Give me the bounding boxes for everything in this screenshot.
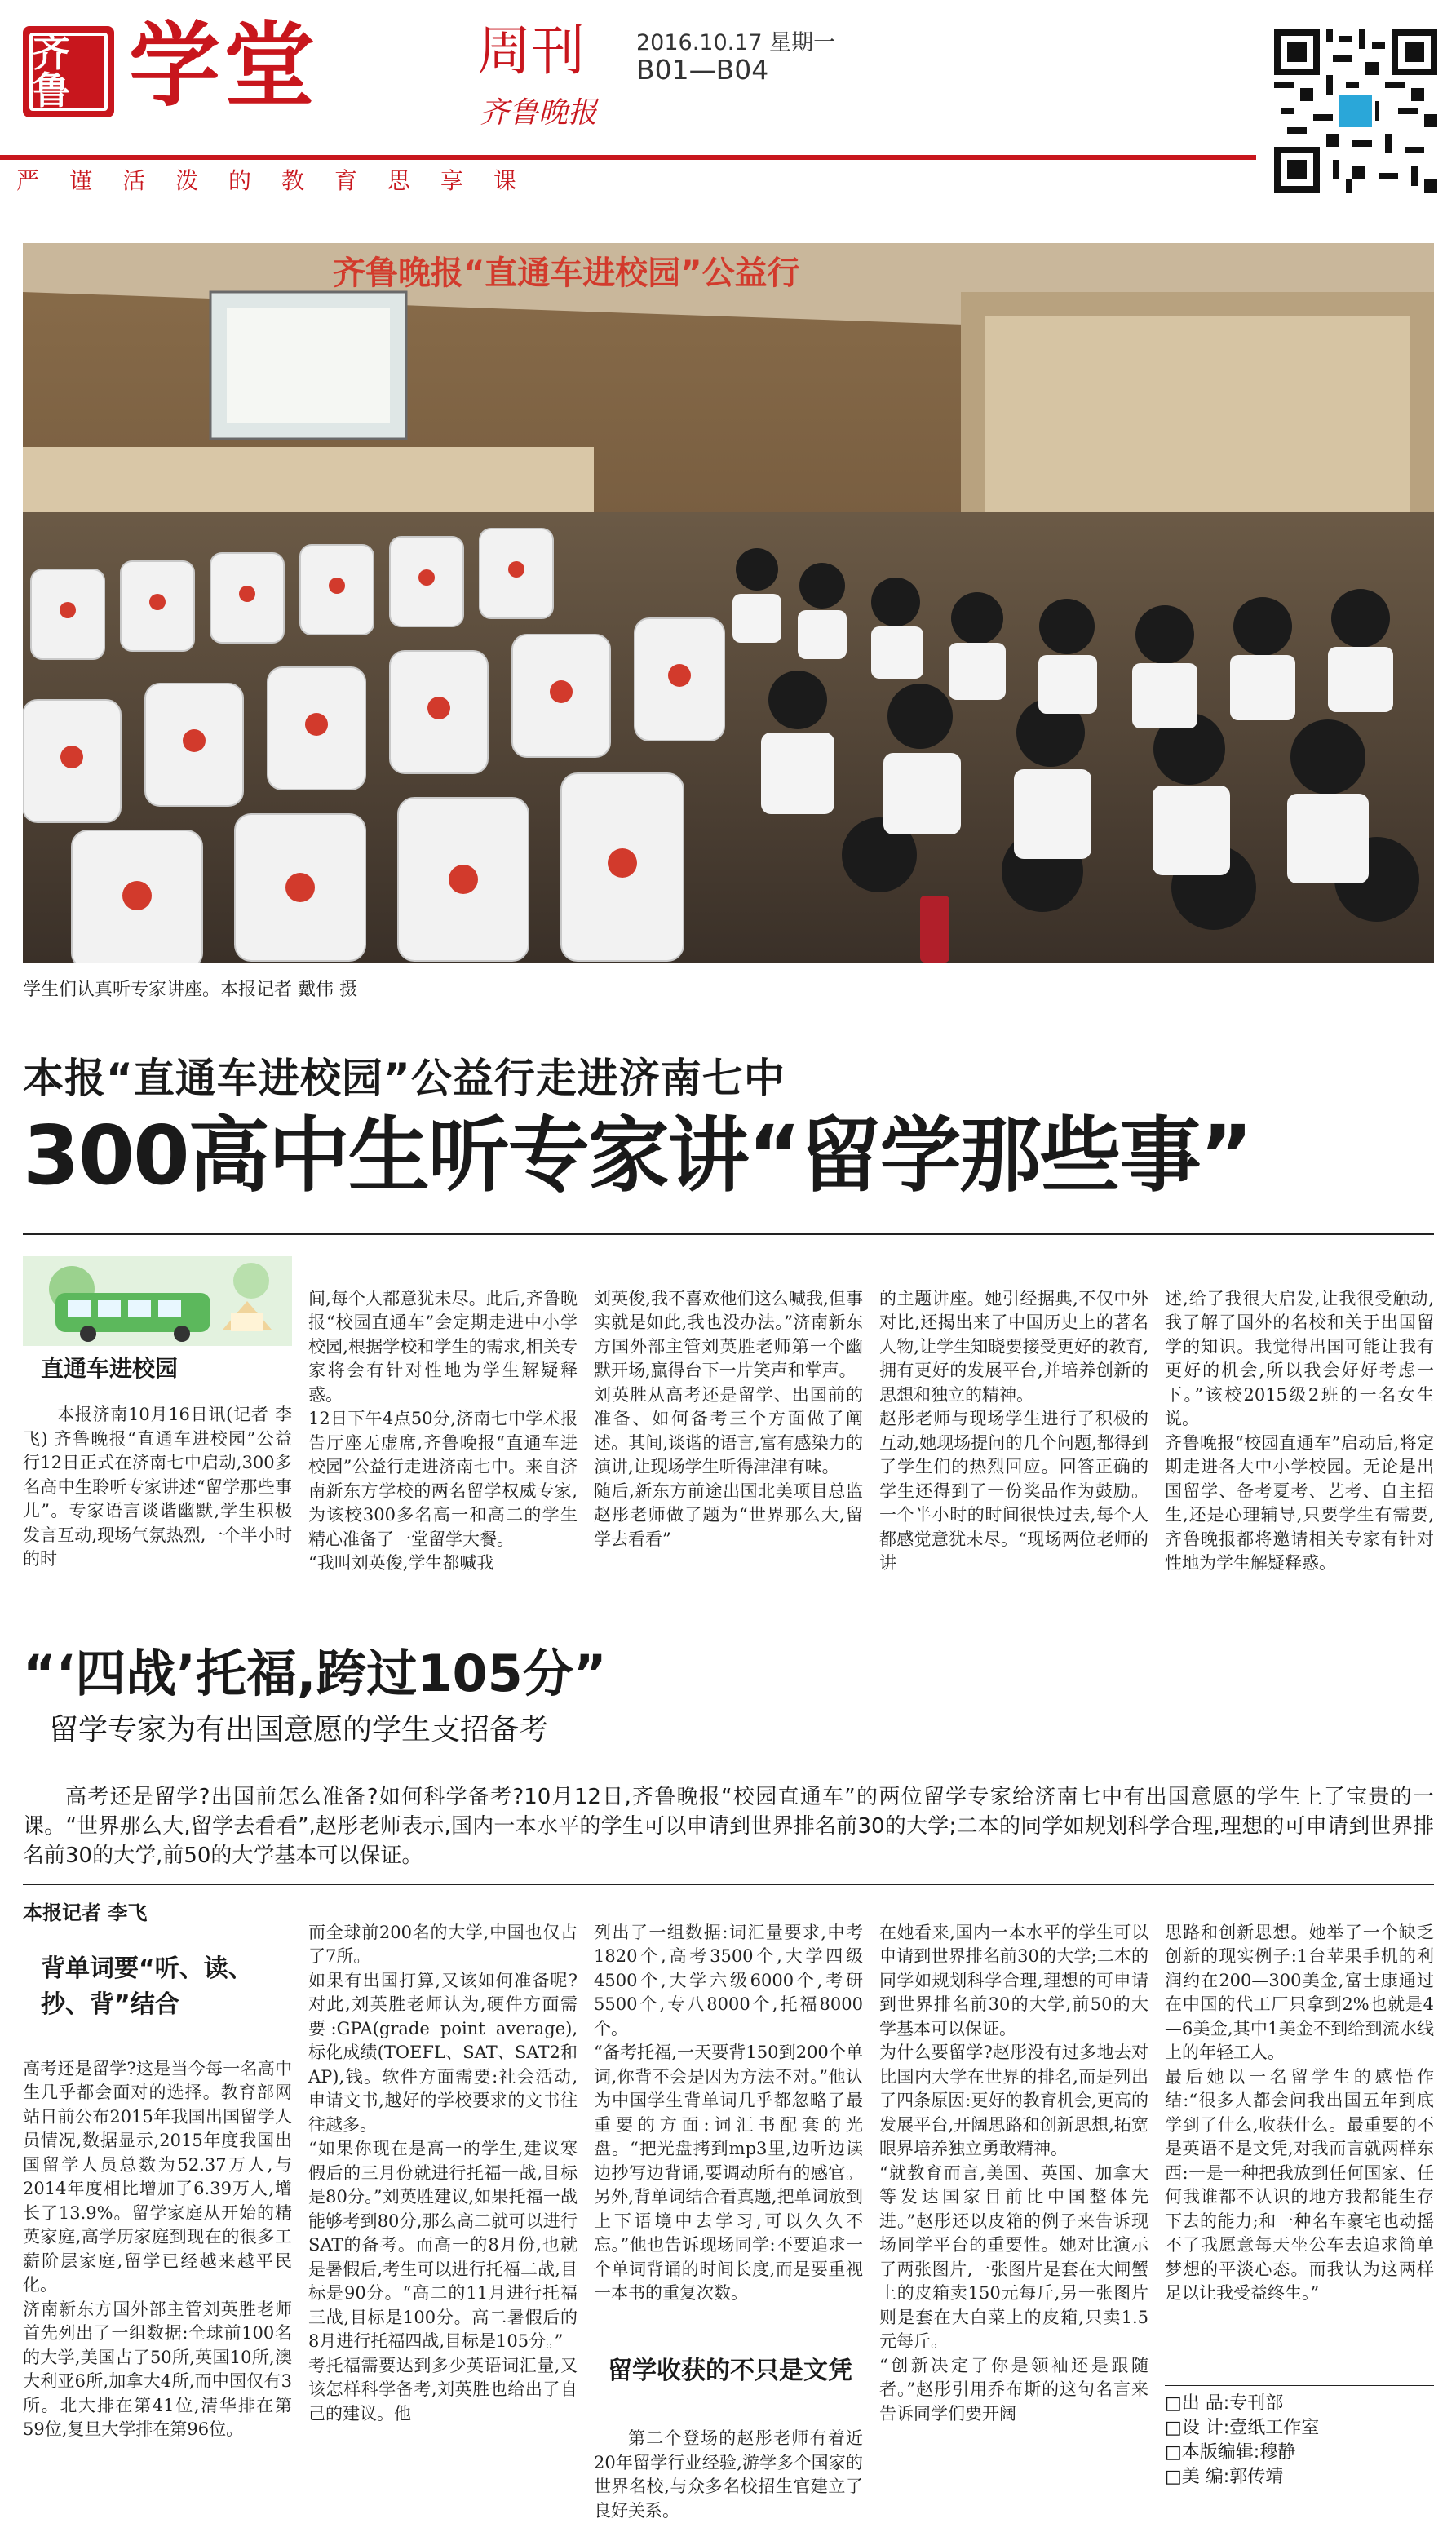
seal-text: 齐鲁 <box>29 33 108 111</box>
newspaper-seal-logo <box>23 26 114 117</box>
story1-column-5 <box>1165 1263 1434 1600</box>
story2-col2-text: 而全球前200名的大学,中国也仅占了7所。 如果有出国打算,又该如何准备呢?对此,刘英胜老师认为,硬件方面需要:GPA(grade point average),标化成绩(TOEFL、SAT、SAT2和AP),钱。软件方面需要:社会活动,申请文书,越好的学校要求的文书往往越多。 “如果你现在是高一的学生,建议寒假后的三月份就进行托福一战,目标是80分。”刘英胜建议,如果托福一战能够考到80分,那么高二就可以进行SAT的备考。而高一的8月份,也就是暑假后,考生可以进行托福二战,目标是90分。“高二的11月进行托福三战,目标是100分。高二暑假后的8月进行托福四战,目标是105分。” 考托福需要达到多少英语词汇量,又该怎样科学备考,刘英胜也给出了自己的建议。他 <box>308 1922 578 2423</box>
story2-column-3b <box>594 2427 863 2523</box>
credits-rule <box>1165 2385 1434 2386</box>
story1-top-rule <box>23 1233 1434 1235</box>
credit-value: 穆静 <box>1259 2442 1296 2463</box>
story1-column-2 <box>308 1263 578 1600</box>
story2-column-5 <box>1165 1897 1434 2330</box>
bus-illustration <box>23 1256 292 1346</box>
credit-label: 设 计: <box>1181 2418 1230 2438</box>
story2-col5-text: 思路和创新思想。她举了一个缺乏创新的现实例子:1台苹果手机的利润约在200—300美金,富士康通过在中国的代工厂只拿到2%也就是4—6美金,其中1美金不到给到流水线上的年轻工人。 最后她以一名留学生的感悟作结:“很多人都会问我出国五年到底学到了什么,收获什么。最重要的不是英语不是文凭,对我而言就两样东西:一是一种把我放到任何国家、任何我谁都不认识的地方我都能生存下去的能力;和一种名车豪宅也动摇不了我愿意每天坐公车去追求简单梦想的平淡心态。而我认为这两样足以让我受益终生。” <box>1165 1922 1434 2303</box>
credit-value: 壹纸工作室 <box>1229 2418 1320 2438</box>
credit-line: □设 计:壹纸工作室 <box>1165 2418 1320 2438</box>
story1-column-tag: 直通车进校园 <box>41 1355 179 1382</box>
story2-subhead: 留学专家为有出国意愿的学生支招备考 <box>49 1713 549 1746</box>
story2-column-3 <box>594 1897 863 2330</box>
credit-label: 出 品: <box>1181 2393 1230 2414</box>
story1-column-4 <box>879 1263 1148 1600</box>
qr-code-icon <box>1274 29 1437 193</box>
story2-col4-text: 在她看来,国内一本水平的学生可以申请到世界排名前30的大学;二本的同学如规划科学合理,理想的可申请到世界排名前30的大学,前50的大学基本可以保证。 为什么要留学?赵彤没有过多地去对比国内大学在世界的排名,而是列出了四条原因:更好的教育机会,更高的发展平台,开阔思路和创新思想,拓宽眼界培养独立勇敢精神。 “就教育而言,美国、英国、加拿大等发达国家目前比中国整体先进。”赵彤还以皮箱的例子来告诉现场同学平台的重要性。她对比演示了两张图片,一张图片是套在大闸蟹上的皮箱卖150元每斤,另一张图片则是套在大白菜上的皮箱,只卖1.5元每斤。 “创新决定了你是领袖还是跟随者。”赵彤引用乔布斯的这句名言来告诉同学们要开阔 <box>879 1922 1148 2423</box>
issue-date: 2016.10.17 星期一 <box>636 30 836 55</box>
credit-value: 专刊部 <box>1229 2393 1284 2414</box>
story2-rule <box>23 1884 1434 1885</box>
story1-headline: 300高中生听专家讲“留学那些事” <box>23 1108 1252 1203</box>
credit-value: 郭传靖 <box>1229 2467 1284 2487</box>
story2-byline: 本报记者 李飞 <box>23 1901 148 1924</box>
story2-col1-text: 高考还是留学?这是当今每一名高中生几乎都会面对的选择。教育部网站日前公布2015年我国出国留学人员情况,数据显示,2015年度我国出国留学人员总数为52.37万人,与2014年度相比增加了6.39万人,增长了13.9%。留学家庭从开始的精英家庭,高学历家庭到现在的很多工薪阶层家庭,留学已经越来越平民化。 济南新东方国外部主管刘英胜老师首先列出了一组数据:全球前100名的大学,美国占了50所,英国10所,澳大利亚6所,加拿大4所,而中国仅有3所。北大排在第41位,清华排在第59位,复旦大学排在第96位。 <box>23 2058 292 2439</box>
story1-kicker: 本报“直通车进校园”公益行走进济南七中 <box>23 1055 786 1102</box>
credit-label: 本版编辑: <box>1181 2442 1260 2463</box>
story1-col5-text: 述,给了我很大启发,让我很受触动,我了解了国外的名校和关于出国留学的知识。我觉得出国可能让我有更好的机会,所以我会好好考虑一下。”该校2015级2班的一名女生说。 齐鲁晚报“校园直通车”启动后,将定期走进各大中小学校园。无论是出国留学、备考夏考、艺考、自主招生,还是心理辅导,只要学生有需要,齐鲁晚报都将邀请相关专家有针对性地为学生解疑释惑。 <box>1165 1288 1434 1573</box>
credit-line: □出 品:专刊部 <box>1165 2393 1284 2414</box>
story1-col1-text: 本报济南10月16日讯(记者 李飞) 齐鲁晚报“直通车进校园”公益行12日正式在济南七中启动,300多名高中生聆听专家讲述“留学那些事儿”。专家语言谈谐幽默,学生积极发言互动,现场气氛热烈,一个半小时的时 <box>23 1405 292 1569</box>
story1-column-1 <box>23 1403 292 1572</box>
credit-line: □本版编辑:穆静 <box>1165 2442 1296 2463</box>
lecture-hall-photo <box>23 243 1434 963</box>
section-brand-title: 学堂 <box>129 13 318 119</box>
story1-col4-text: 的主题讲座。她引经据典,不仅中外对比,还揭出来了中国历史上的著名人物,让学生知晓要接受更好的教育,拥有更好的发展平台,并培养创新的思想和独立的精神。 赵彤老师与现场学生进行了积极的互动,她现场提问的几个问题,都得到了学生们的热烈回应。回答正确的学生还得到了一份奖品作为鼓励。一个半小时的时间很快过去,每个人都感觉意犹未尽。“现场两位老师的讲 <box>879 1288 1148 1573</box>
photo-banner-text: 齐鲁晚报“直通车进校园”公益行 <box>333 255 800 292</box>
story2-headline: “‘四战’托福,跨过105分” <box>23 1644 607 1703</box>
masthead-divider <box>0 155 1256 160</box>
story2-column-4 <box>879 1897 1148 2450</box>
photo-caption: 学生们认真听专家讲座。本报记者 戴伟 摄 <box>23 980 357 1000</box>
story2-col3-text: 列出了一组数据:词汇量要求,中考1820个,高考3500个,大学四级4500个,大学六级6000个,考研5500个,专八8000个,托福8000个。 “备考托福,一天要背150到200个单词,你背不会是因为方法不对。”他认为中国学生背单词几乎都忽略了最重要的方面:词汇书配套的光盘。“把光盘拷到mp3里,边听边读边抄写边背诵,要调动所有的感官。另外,背单词结合看真题,把单词放到上下语境中去学习,可以久久不忘。”他也告诉现场同学:不要追求一个单词背诵的时间长度,而是要重视一本书的重复次数。 <box>594 1922 863 2303</box>
story2-column-2 <box>308 1897 578 2450</box>
story2-col3b-text: 第二个登场的赵彤老师有着近20年留学行业经验,游学多个国家的世界名校,与众多名校招生官建立了良好关系。 <box>594 2428 863 2521</box>
story1-col3-text: 刘英俊,我不喜欢他们这么喊我,但事实就是如此,我也没办法。”济南新东方国外部主管刘英胜老师第一个幽默开场,赢得台下一片笑声和掌声。 刘英胜从高考还是留学、出国前的准备、如何备考三个方面做了阐述。其间,谈谐的语言,富有感染力的演讲,让现场学生听得津津有味。 随后,新东方前途出国北美项目总监赵彤老师做了题为“世界那么大,留学去看看” <box>594 1288 863 1549</box>
credit-line: □美 编:郭传靖 <box>1165 2467 1284 2487</box>
page-range: B01—B04 <box>636 54 769 86</box>
paper-name: 齐鲁晚报 <box>480 96 598 130</box>
page-credits <box>1165 2392 1434 2490</box>
masthead-slogan: 严谨活泼的教育思享课 <box>16 167 547 194</box>
story2-section-head-1: 背单词要“听、读、抄、背”结合 <box>41 1954 253 2019</box>
story2-section-head-2: 留学收获的不只是文凭 <box>608 2357 852 2385</box>
story2-lede <box>23 1782 1434 1870</box>
story1-col2-text: 间,每个人都意犹未尽。此后,齐鲁晚报“校园直通车”会定期走进中小学校园,根据学校和学生的需求,相关专家将会有针对性地为学生解疑释惑。 12日下午4点50分,济南七中学术报告厅座无虚席,齐鲁晚报“直通车进校园”公益行走进济南七中。来自济南新东方学校的两名留学权威专家,为该校300多名高一和高二的学生精心准备了一堂留学大餐。 “我叫刘英俊,学生都喊我 <box>308 1288 578 1573</box>
story2-column-1 <box>23 2033 292 2466</box>
credit-label: 美 编: <box>1181 2467 1230 2487</box>
story1-column-3 <box>594 1263 863 1576</box>
weekly-label: 周刊 <box>477 20 585 82</box>
story2-lede-text: 高考还是留学?出国前怎么准备?如何科学备考?10月12日,齐鲁晚报“校园直通车”的两位留学专家给济南七中有出国意愿的学生上了宝贵的一课。“世界那么大,留学去看看”,赵彤老师表示,国内一本水平的学生可以申请到世界排名前30的大学;二本的同学如规划科学合理,理想的可申请到世界排名前30的大学,前50的大学基本可以保证。 <box>23 1785 1434 1868</box>
